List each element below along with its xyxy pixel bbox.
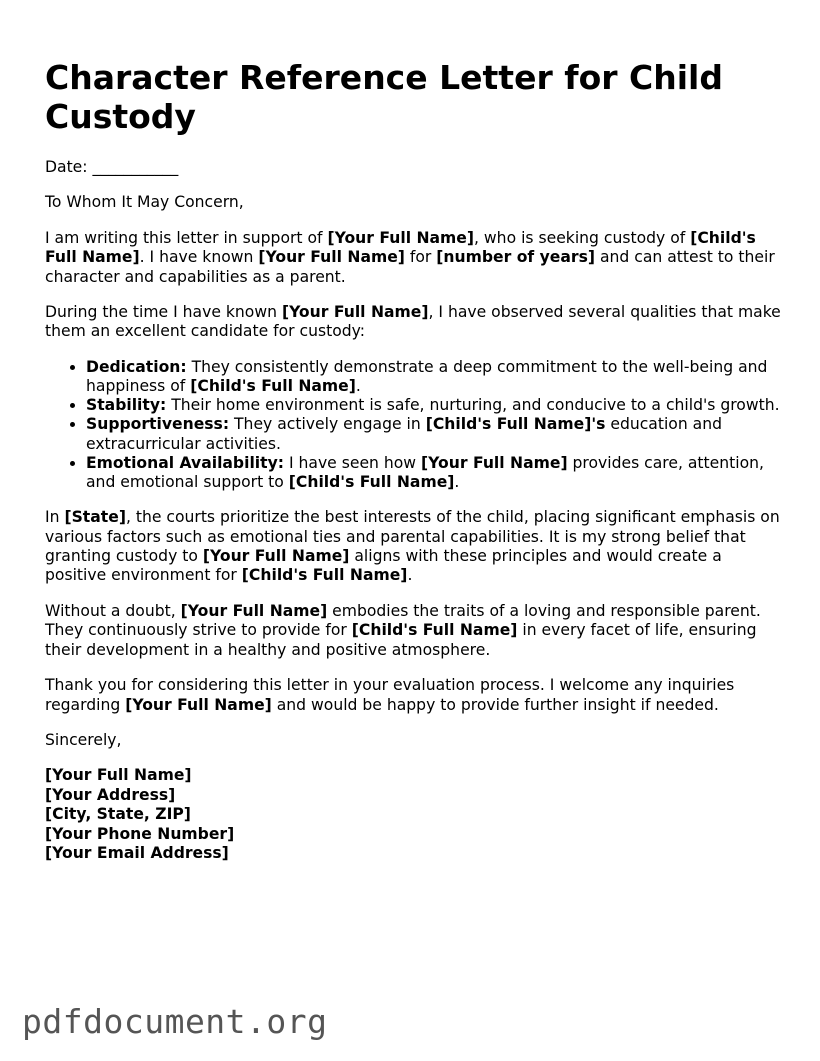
list-item: • Supportiveness: They actively engage in [Child's Full Name]'s education and extracurricular activities. <box>86 415 785 453</box>
page-title: Character Reference Letter for Child Custody <box>45 58 723 136</box>
signature-email: [Your Email Address] <box>45 843 229 862</box>
placeholder-your-full-name: [Your Full Name] <box>327 228 475 247</box>
placeholder-your-full-name: [Your Full Name] <box>258 248 405 267</box>
watermark: pdfdocument.org <box>22 1002 328 1041</box>
state-paragraph: In [State], the courts prioritize the best interests of the child, placing significant emphasis on various factors such as emotional ties and parental capabilities. It is my strong belief that granting custody to [Your Full Name] aligns with these principles and would create a positive environment for [Child's Full Name]. <box>45 508 780 585</box>
placeholder-your-full-name: [Your Full Name] <box>202 547 350 566</box>
placeholder-your-full-name: [Your Full Name] <box>421 453 568 472</box>
placeholder-child-full-name: [Child's Full Name] <box>45 228 756 267</box>
letter-page <box>45 58 785 863</box>
placeholder-your-full-name: [Your Full Name] <box>180 601 328 620</box>
placeholder-child-full-name: [Child's Full Name] <box>351 621 518 640</box>
list-item: • Dedication: They consistently demonstrate a deep commitment to the well-being and happiness of [Child's Full Name]. <box>86 358 785 396</box>
closing: Sincerely, <box>45 730 122 749</box>
quality-label: Supportiveness: <box>86 415 230 434</box>
placeholder-number-of-years: [number of years] <box>436 248 596 267</box>
qualities-list <box>45 358 785 492</box>
quality-label: Emotional Availability: <box>86 453 284 472</box>
signature-address: [Your Address] <box>45 785 176 804</box>
placeholder-state: [State] <box>64 508 126 527</box>
quality-label: Dedication: <box>86 357 187 376</box>
placeholder-child-full-name: [Child's Full Name] <box>190 377 356 396</box>
traits-paragraph: Without a doubt, [Your Full Name] embodies the traits of a loving and responsible parent. They continuously strive to provide for [Child's Full Name] in every facet of life, ensuring their development in a healthy and positive atmosphere. <box>45 601 761 659</box>
date-line: Date: ___________ <box>45 158 179 176</box>
placeholder-your-full-name: [Your Full Name] <box>281 303 429 322</box>
quality-label: Stability: <box>86 396 167 415</box>
signature-city: [City, State, ZIP] <box>45 805 191 824</box>
list-item: • Emotional Availability: I have seen how [Your Full Name] provides care, attention, and emotional support to [Child's Full Name]. <box>86 454 785 492</box>
signature-block <box>45 766 785 863</box>
placeholder-child-full-name: [Child's Full Name]'s <box>425 415 606 434</box>
placeholder-child-full-name: [Child's Full Name] <box>241 566 408 585</box>
placeholder-child-full-name: [Child's Full Name] <box>288 473 455 492</box>
thanks-paragraph: Thank you for considering this letter in your evaluation process. I welcome any inquiries regarding [Your Full Name] and would be happy to provide further insight if needed. <box>45 676 735 714</box>
placeholder-your-full-name: [Your Full Name] <box>125 695 272 714</box>
signature-name: [Your Full Name] <box>45 766 192 785</box>
intro-paragraph: I am writing this letter in support of [Your Full Name], who is seeking custody of [Child's Full Name]. I have known [Your Full Name] for [number of years] and can attest to their character and capabilities as a parent. <box>45 228 775 286</box>
signature-phone: [Your Phone Number] <box>45 824 235 843</box>
salutation: To Whom It May Concern, <box>45 193 244 212</box>
qualities-intro-paragraph: During the time I have known [Your Full Name], I have observed several qualities that make them an excellent candidate for custody: <box>45 303 781 341</box>
list-item: • Stability: Their home environment is safe, nurturing, and conducive to a child's growth. <box>86 396 785 415</box>
